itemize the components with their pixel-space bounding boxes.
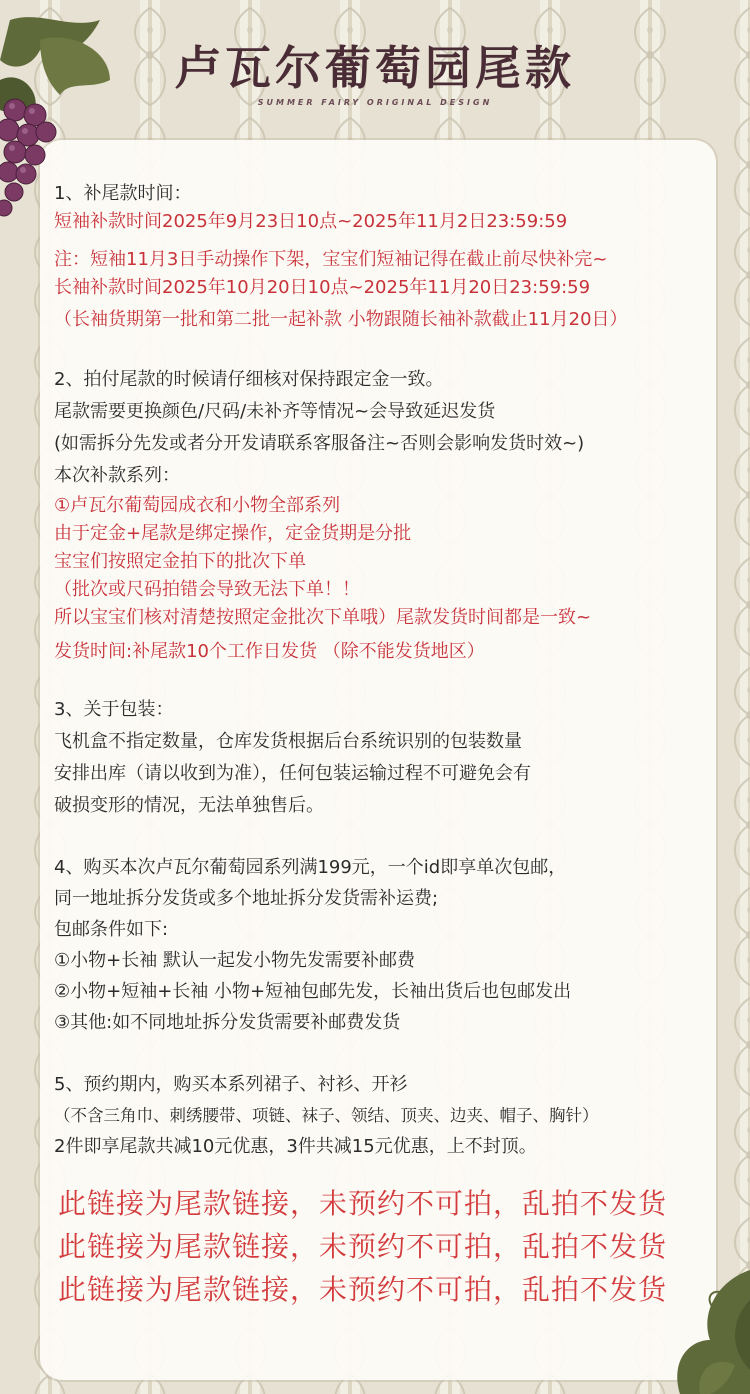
section-3-line: 飞机盒不指定数量，仓库发货根据后台系统识别的包装数量 xyxy=(54,731,522,752)
section-5-line: 2件即享尾款共减10元优惠，3件共减15元优惠，上不封顶。 xyxy=(54,1136,537,1157)
section-4-line: ②小物+短袖+长袖 小物+短袖包邮先发，长袖出货后也包邮发出 xyxy=(54,981,572,1002)
section-3-line: 安排出库（请以收到为准），任何包装运输过程不可避免会有 xyxy=(54,763,531,784)
warning-line: 此链接为尾款链接，未预约不可拍，乱拍不发货 xyxy=(58,1273,668,1306)
warning-block xyxy=(58,1182,708,1311)
section-1-line: 注：短袖11月3日手动操作下架，宝宝们短袖记得在截止前尽快补完~ xyxy=(54,249,608,270)
section-1-line: （长袖货期第一批和第二批一起补款 小物跟随长袖补款截止11月20日） xyxy=(54,309,628,330)
section-2-heading: 2、拍付尾款的时候请仔细核对保持跟定金一致。 xyxy=(54,369,444,390)
section-3-heading: 3、关于包装： xyxy=(54,699,174,720)
section-4-line: ③其他:如不同地址拆分发货需要补邮费发货 xyxy=(54,1012,401,1033)
section-2-red-line: 由于定金+尾款是绑定操作，定金货期是分批 xyxy=(54,523,412,544)
notice-content xyxy=(54,180,714,1161)
warning-line: 此链接为尾款链接，未预约不可拍，乱拍不发货 xyxy=(58,1187,668,1220)
section-5-heading: 5、预约期内，购买本系列裙子、衬衫、开衫 xyxy=(54,1074,408,1095)
section-1-line: 长袖补款时间2025年10月20日10点~2025年11月20日23:59:59 xyxy=(54,277,591,298)
section-2-red-line: 宝宝们按照定金拍下的批次下单 xyxy=(54,551,306,572)
section-5-line: （不含三角巾、刺绣腰带、项链、袜子、领结、顶夹、边夹、帽子、胸针） xyxy=(54,1106,599,1125)
section-4-heading: 4、购买本次卢瓦尔葡萄园系列满199元，一个id即享单次包邮， xyxy=(54,857,567,878)
section-2-red-line: （批次或尺码拍错会导致无法下单！！ xyxy=(54,579,360,600)
section-1-heading: 1、补尾款时间： xyxy=(54,183,192,204)
section-2-line: 本次补款系列： xyxy=(54,465,180,486)
section-4-line: 包邮条件如下: xyxy=(54,919,169,940)
section-2-line: (如需拆分先发或者分开发请联系客服备注~否则会影响发货时效~) xyxy=(54,433,585,454)
brand-subtitle: SUMMER FAIRY ORIGINAL DESIGN xyxy=(257,98,493,107)
section-2-red-line: 所以宝宝们核对清楚按照定金批次下单哦）尾款发货时间都是一致~ xyxy=(54,607,592,628)
section-4-line: 同一地址拆分发货或多个地址拆分发货需补运费; xyxy=(54,888,439,909)
section-1-line: 短袖补款时间2025年9月23日10点~2025年11月2日23:59:59 xyxy=(54,211,568,232)
section-2-line: 尾款需要更换颜色/尺码/未补齐等情况~会导致延迟发货 xyxy=(54,401,496,422)
ship-time: 发货时间:补尾款10个工作日发货 （除不能发货地区） xyxy=(54,641,485,662)
page-title: 卢瓦尔葡萄园尾款 xyxy=(175,41,575,95)
section-3-line: 破损变形的情况，无法单独售后。 xyxy=(54,795,324,816)
page-header xyxy=(0,40,750,107)
warning-line: 此链接为尾款链接，未预约不可拍，乱拍不发货 xyxy=(58,1230,668,1263)
section-2-red-line: ①卢瓦尔葡萄园成衣和小物全部系列 xyxy=(54,495,341,516)
section-4-line: ①小物+长袖 默认一起发小物先发需要补邮费 xyxy=(54,950,415,971)
